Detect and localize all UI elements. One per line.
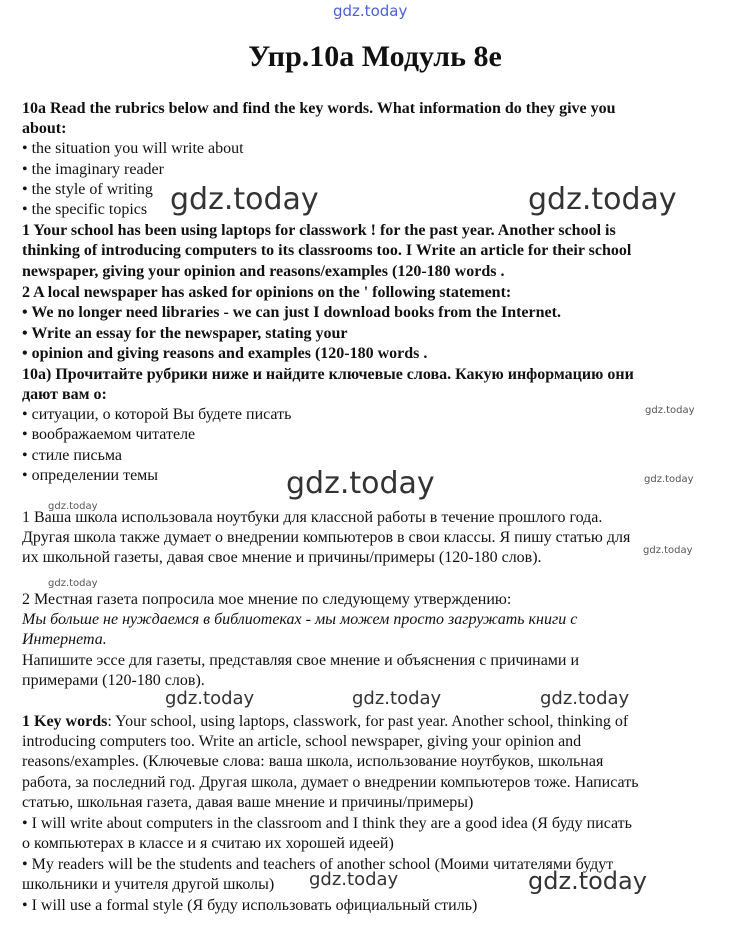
answer-bullet: • I will write about computers in the classroom and I think they are a good idea (Я буду писать [22,815,632,832]
key-words-label: 1 Key words [22,713,108,730]
translation-bullet: • воображаемом читателе [22,426,196,443]
answer-bullet: о компьютерах в классе и я считаю их хорошей идеей) [22,835,394,852]
answer-key-words: reasons/examples. (Ключевые слова: ваша школа, использование ноутбуков, школьная [22,753,604,770]
translation-rubric-2: примерами (120-180 слов). [22,672,205,689]
task-intro: 10a Read the rubrics below and find the key words. What information do they give you [22,100,616,117]
answer-key-words: работа, за последний год. Другая школа, думает о внедрении компьютеров тоже. Написать [22,774,639,791]
key-words-text: : Your school, using laptops, classwork, for past year. Another school, thinking of [107,713,629,730]
task-rubric-1: newspaper, giving your opinion and reasons/examples (120-180 words . [22,263,505,280]
translation-intro: 10a) Прочитайте рубрики ниже и найдите ключевые слова. Какую информацию они [22,366,634,383]
task-rubric-2: • opinion and giving reasons and examples (120-180 words . [22,345,428,362]
translation-intro: дают вам о: [22,386,107,403]
answer-bullet: • My readers will be the students and teachers of another school (Моими читателями будут [22,856,614,873]
answer-key-words: статью, школьная газета, давая ваше мнение и причины/примеры) [22,794,474,811]
task-bullet: • the specific topics [22,201,148,218]
task-rubric-1: 1 Your school has been using laptops for classwork ! for the past year. Another school is [22,222,616,239]
watermark: gdz.today [286,466,435,501]
translation-rubric-2: Напишите эссе для газеты, представляя свое мнение и объяснения с причинами и [22,652,580,669]
watermark: gdz.today [309,869,399,890]
watermark: gdz.today [528,182,677,217]
watermark: gdz.today [48,578,98,589]
translation-rubric-2: Интернета. [22,631,107,648]
translation-bullet: • стиле письма [22,447,122,464]
task-rubric-2: • Write an essay for the newspaper, stating your [22,325,348,342]
translation-rubric-1: их школьной газеты, давая свое мнение и причины/примеры (120-180 слов). [22,549,542,566]
translation-rubric-1: Другая школа также думает о внедрении компьютеров в свои классы. Я пишу статью для [22,529,631,546]
answer-bullet: • I will use a formal style (Я буду использовать официальный стиль) [22,897,478,914]
task-bullet: • the style of writing [22,181,153,198]
watermark-top: gdz.today [333,2,408,20]
answer-key-words: introducing computers too. Write an article, school newspaper, giving your opinion and [22,733,582,750]
answer-key-words [22,712,628,732]
task-rubric-1: thinking of introducing computers to its classrooms too. I Write an article for their school [22,242,632,259]
task-rubric-2: 2 A local newspaper has asked for opinions on the ' following statement: [22,284,512,301]
watermark: gdz.today [643,545,693,556]
watermark: gdz.today [48,501,98,512]
answer-bullet: школьники и учителя другой школы) [22,876,275,893]
task-bullet: • the situation you will write about [22,140,244,157]
watermark: gdz.today [645,405,695,416]
translation-rubric-2: Мы больше не нуждаемся в библиотеках - мы можем просто загружать книги с [22,611,578,628]
translation-rubric-2: 2 Местная газета попросила мое мнение по следующему утверждению: [22,591,512,608]
translation-bullet: • определении темы [22,467,159,484]
translation-rubric-1: 1 Ваша школа использовала ноутбуки для классной работы в течение прошлого года. [22,509,603,526]
translation-bullet: • ситуации, о которой Вы будете писать [22,406,292,423]
watermark: gdz.today [352,688,442,709]
task-bullet: • the imaginary reader [22,161,164,178]
watermark: gdz.today [165,688,255,709]
watermark: gdz.today [644,474,694,485]
page-title: Упр.10a Модуль 8e [248,40,502,73]
watermark: gdz.today [528,867,647,895]
watermark: gdz.today [170,182,319,217]
task-rubric-2: • We no longer need libraries - we can just I download books from the Internet. [22,304,561,321]
task-intro: about: [22,120,67,137]
watermark: gdz.today [540,688,630,709]
